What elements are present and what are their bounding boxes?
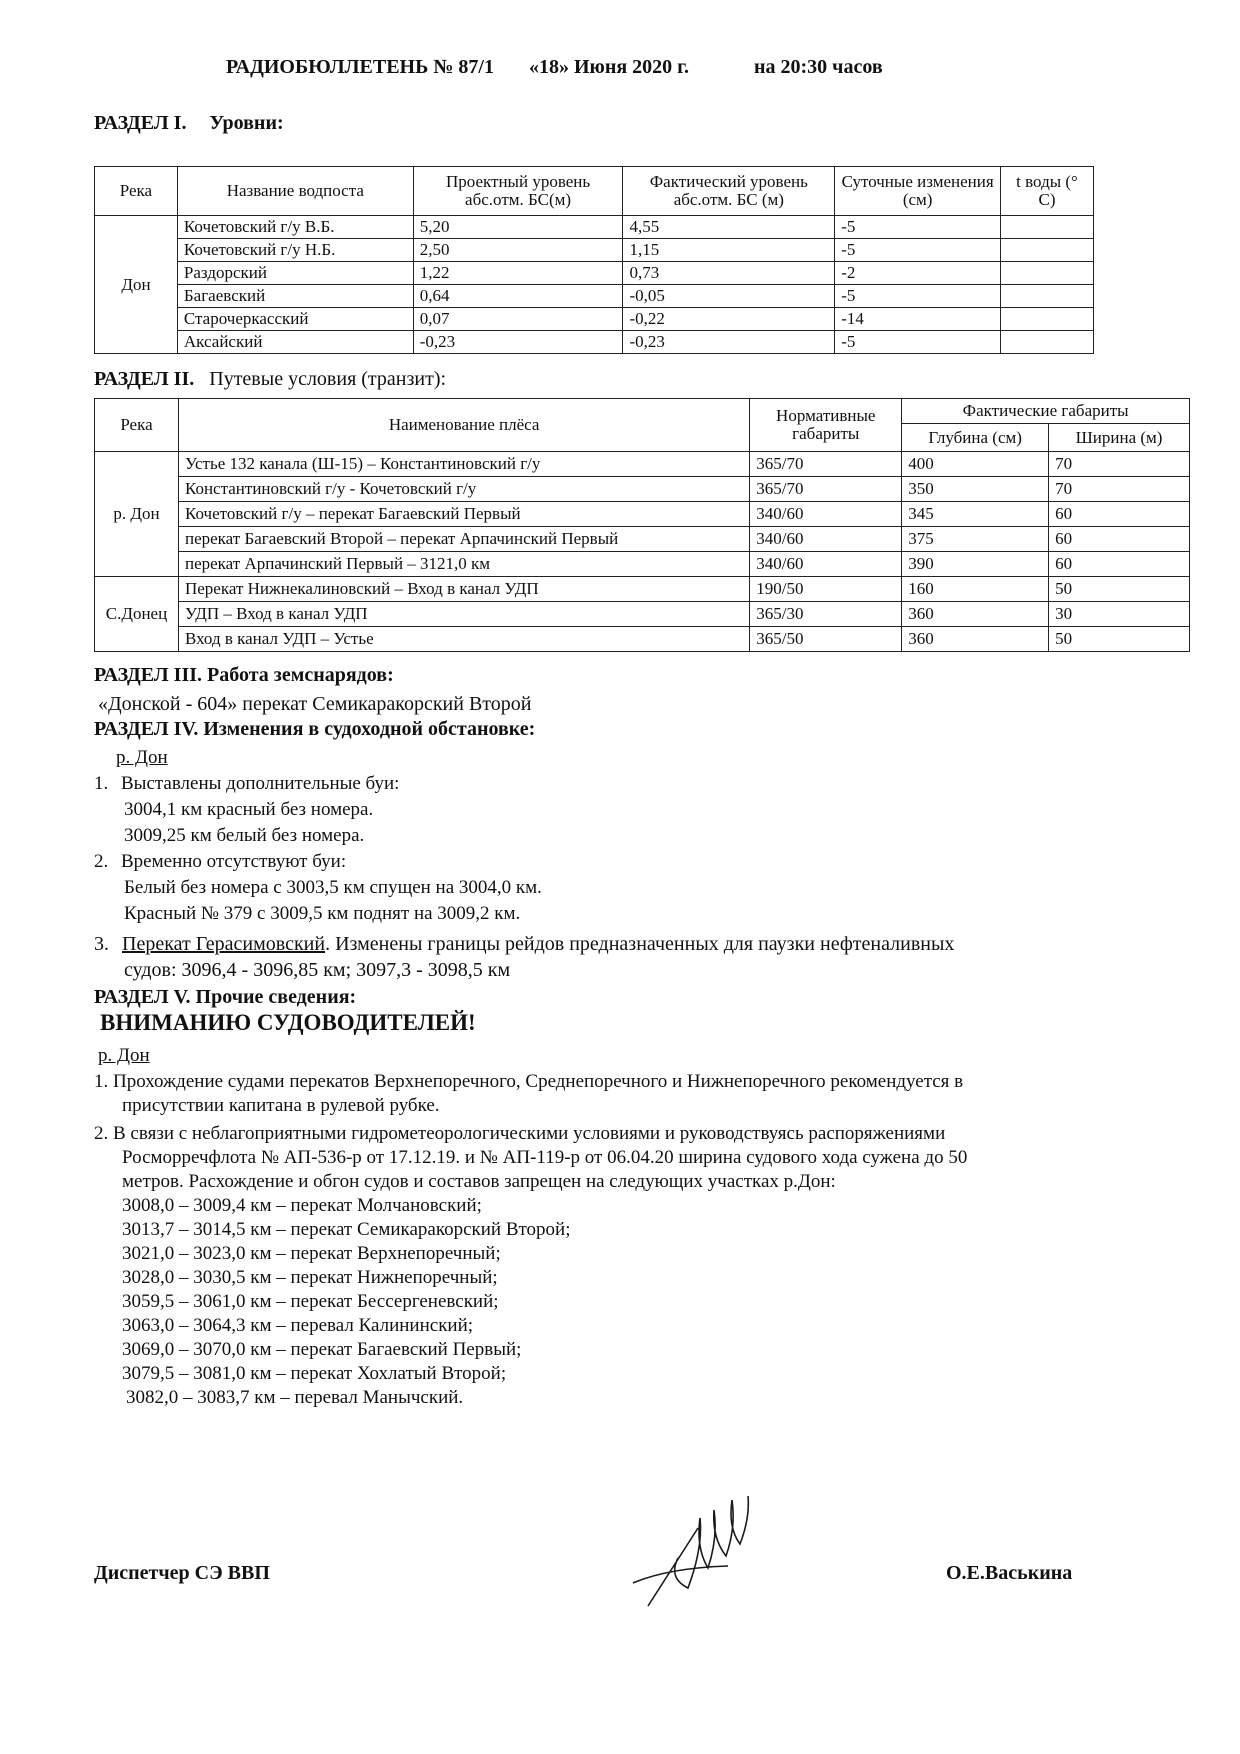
levels-col-post: Название водпоста: [177, 167, 413, 216]
section5-title: [94, 986, 356, 1009]
route-row: [95, 552, 1190, 577]
levels-cell: 4,55: [623, 216, 835, 239]
route-cell: 70: [1049, 477, 1190, 502]
levels-cell: -0,22: [623, 308, 835, 331]
route-row: [95, 477, 1190, 502]
levels-row: [95, 216, 1094, 239]
section2-title: РАЗДЕЛ II.: [94, 368, 195, 390]
levels-cell: -0,23: [413, 331, 623, 354]
route-cell: Перекат Нижнекалиновский – Вход в канал УДП: [178, 577, 749, 602]
levels-cell: Раздорский: [177, 262, 413, 285]
levels-cell: 1,22: [413, 262, 623, 285]
levels-cell: Багаевский: [177, 285, 413, 308]
route-cell: 50: [1049, 577, 1190, 602]
section2-subtitle: Путевые условия (транзит):: [209, 368, 447, 390]
route-cell: 70: [1049, 452, 1190, 477]
levels-col-change: Суточные изменения (см): [835, 167, 1001, 216]
restricted-section-item: 3008,0 – 3009,4 км – перекат Молчановский;: [122, 1195, 482, 1216]
levels-cell: [1001, 308, 1094, 331]
levels-row: [95, 285, 1094, 308]
route-cell: 60: [1049, 502, 1190, 527]
dispatcher-name: О.Е.Васькина: [946, 1562, 1073, 1584]
route-cell: 375: [902, 527, 1049, 552]
route-cell: Устье 132 канала (Ш-15) – Константиновский г/у: [178, 452, 749, 477]
levels-cell: [1001, 239, 1094, 262]
section5-title-text: РАЗДЕЛ V. Прочие сведения:: [94, 986, 357, 1008]
route-cell: перекат Арпачинский Первый – 3121,0 км: [178, 552, 749, 577]
section5-p2-line3: метров. Расхождение и обгон судов и составов запрещен на следующих участках р.Дон:: [122, 1171, 836, 1192]
section4-title: [94, 718, 535, 741]
levels-cell: [1001, 262, 1094, 285]
section4-item3: [94, 932, 954, 956]
route-cell: 340/60: [750, 502, 902, 527]
route-river-cell: С.Донец: [95, 577, 179, 652]
route-table: [94, 398, 1190, 652]
restricted-section-item: 3063,0 – 3064,3 км – перевал Калининский;: [122, 1315, 474, 1336]
restricted-section-item: 3069,0 – 3070,0 км – перекат Багаевский Первый;: [122, 1339, 522, 1360]
section4-item2-line2: Красный № 379 с 3009,5 км поднят на 3009,2 км.: [124, 903, 521, 924]
levels-cell: -2: [835, 262, 1001, 285]
route-header-row-1: [95, 399, 1190, 424]
route-row: [95, 627, 1190, 652]
route-body: [95, 452, 1190, 652]
section4-item2-head: Временно отсутствуют буи:: [121, 851, 347, 872]
route-col-fact: Фактические габариты: [902, 399, 1190, 424]
route-cell: 340/60: [750, 527, 902, 552]
levels-cell: -14: [835, 308, 1001, 331]
section5-p1-cont: присутствии капитана в рулевой рубке.: [122, 1095, 440, 1116]
restricted-section-item: 3082,0 – 3083,7 км – перевал Манычский.: [126, 1387, 464, 1408]
levels-col-river: Река: [95, 167, 178, 216]
section4-item3-place: Перекат Герасимовский: [122, 933, 326, 955]
route-cell: 365/70: [750, 477, 902, 502]
route-col-depth: Глубина (см): [902, 424, 1049, 452]
levels-col-fact: Фактический уровень абс.отм. БС (м): [623, 167, 835, 216]
route-cell: 30: [1049, 602, 1190, 627]
restricted-section-item: 3028,0 – 3030,5 км – перекат Нижнепоречный;: [122, 1267, 498, 1288]
levels-row: [95, 262, 1094, 285]
bulletin-date: «18» Июня 2020 г.: [528, 56, 689, 78]
restricted-section-item: 3059,5 – 3061,0 км – перекат Бессергеневский;: [122, 1291, 499, 1312]
route-cell: 60: [1049, 552, 1190, 577]
route-cell: 360: [902, 602, 1049, 627]
route-cell: 340/60: [750, 552, 902, 577]
route-cell: Вход в канал УДП – Устье: [178, 627, 749, 652]
route-cell: 60: [1049, 527, 1190, 552]
levels-cell: -5: [835, 331, 1001, 354]
section3-title-text: РАЗДЕЛ III. Работа земснарядов:: [94, 664, 394, 686]
bulletin-header: [226, 56, 883, 79]
route-cell: 390: [902, 552, 1049, 577]
route-col-name: Наименование плёса: [178, 399, 749, 452]
levels-cell: 2,50: [413, 239, 623, 262]
section4-item3-num: 3.: [94, 933, 109, 955]
levels-cell: 0,07: [413, 308, 623, 331]
section4-title-text: РАЗДЕЛ IV. Изменения в судоходной обстановке:: [94, 718, 536, 740]
section4-river: р. Дон: [116, 747, 168, 768]
section5-attention: [100, 1010, 476, 1036]
levels-table: [94, 166, 1094, 354]
levels-cell: -0,23: [623, 331, 835, 354]
bulletin-title: РАДИОБЮЛЛЕТЕНЬ № 87/1: [226, 56, 494, 78]
levels-body: [95, 216, 1094, 354]
section4-item1-line2: 3009,25 км белый без номера.: [124, 825, 365, 846]
route-cell: 365/50: [750, 627, 902, 652]
section4-item3-cont: судов: 3096,4 - 3096,85 км; 3097,3 - 3098,5 км: [124, 959, 511, 981]
levels-river-cell: Дон: [95, 216, 178, 354]
section1-title: РАЗДЕЛ I.: [94, 112, 187, 134]
route-cell: Константиновский г/у - Кочетовский г/у: [178, 477, 749, 502]
route-cell: 50: [1049, 627, 1190, 652]
levels-cell: Старочеркасский: [177, 308, 413, 331]
route-cell: УДП – Вход в канал УДП: [178, 602, 749, 627]
levels-cell: 0,64: [413, 285, 623, 308]
section5-p2-line2: Росморречфлота № АП-536-р от 17.12.19. и № АП-119-р от 06.04.20 ширина судового хода сужена до 50: [122, 1147, 968, 1168]
section3-title: [94, 664, 394, 687]
levels-row: [95, 239, 1094, 262]
section4-item1-head: Выставлены дополнительные буи:: [121, 773, 400, 794]
levels-cell: -0,05: [623, 285, 835, 308]
section5-attention-text: ВНИМАНИЮ СУДОВОДИТЕЛЕЙ!: [100, 1010, 476, 1035]
restricted-section-item: 3013,7 – 3014,5 км – перекат Семикаракорский Второй;: [122, 1219, 571, 1240]
levels-cell: -5: [835, 239, 1001, 262]
levels-cell: [1001, 285, 1094, 308]
route-cell: 400: [902, 452, 1049, 477]
route-row: [95, 502, 1190, 527]
section2-heading: [94, 368, 446, 391]
levels-cell: 1,15: [623, 239, 835, 262]
section4-item2: [94, 850, 346, 874]
route-row: [95, 452, 1190, 477]
levels-cell: Кочетовский г/у В.Б.: [177, 216, 413, 239]
route-row: [95, 602, 1190, 627]
route-cell: 365/30: [750, 602, 902, 627]
levels-cell: [1001, 331, 1094, 354]
route-col-norm: Нормативные габариты: [750, 399, 902, 452]
route-cell: перекат Багаевский Второй – перекат Арпачинский Первый: [178, 527, 749, 552]
section4-item3-text: . Изменены границы рейдов предназначенных для паузки нефтеналивных: [325, 933, 955, 955]
section4-item1-num: 1.: [94, 773, 109, 794]
levels-cell: 0,73: [623, 262, 835, 285]
route-cell: 350: [902, 477, 1049, 502]
section4-item2-line1: Белый без номера с 3003,5 км спущен на 3004,0 км.: [124, 877, 542, 898]
route-cell: 360: [902, 627, 1049, 652]
levels-cell: Аксайский: [177, 331, 413, 354]
section4-item1: [94, 772, 399, 796]
section4-item1-line1: 3004,1 км красный без номера.: [124, 799, 374, 820]
route-cell: 160: [902, 577, 1049, 602]
levels-cell: [1001, 216, 1094, 239]
section1-subtitle: Уровни:: [209, 112, 284, 134]
levels-header-row: [95, 167, 1094, 216]
dispatcher-position: Диспетчер СЭ ВВП: [94, 1562, 270, 1584]
route-river-cell: р. Дон: [95, 452, 179, 577]
section5-p2-line1: 2. В связи с неблагоприятными гидрометеорологическими условиями и руководствуясь распоряжениями: [94, 1123, 946, 1144]
restricted-section-item: 3079,5 – 3081,0 км – перекат Хохлатый Второй;: [122, 1363, 507, 1384]
levels-row: [95, 308, 1094, 331]
section5-river: р. Дон: [98, 1045, 150, 1066]
levels-row: [95, 331, 1094, 354]
levels-cell: Кочетовский г/у Н.Б.: [177, 239, 413, 262]
levels-cell: -5: [835, 285, 1001, 308]
levels-cell: 5,20: [413, 216, 623, 239]
levels-col-temp: t воды (° С): [1001, 167, 1094, 216]
signature-image: [628, 1488, 768, 1608]
route-cell: 190/50: [750, 577, 902, 602]
section1-heading: [94, 112, 284, 135]
route-cell: 345: [902, 502, 1049, 527]
section3-text: «Донской - 604» перекат Семикаракорский Второй: [98, 693, 532, 715]
levels-cell: -5: [835, 216, 1001, 239]
route-cell: 365/70: [750, 452, 902, 477]
route-cell: Кочетовский г/у – перекат Багаевский Первый: [178, 502, 749, 527]
section5-p1: 1. Прохождение судами перекатов Верхнепоречного, Среднепоречного и Нижнепоречного рекомендуется в: [94, 1071, 964, 1092]
bulletin-time: на 20:30 часов: [754, 56, 883, 78]
route-row: [95, 527, 1190, 552]
route-row: [95, 577, 1190, 602]
levels-col-project: Проектный уровень абс.отм. БС(м): [413, 167, 623, 216]
restricted-section-item: 3021,0 – 3023,0 км – перекат Верхнепоречный;: [122, 1243, 501, 1264]
signature-svg: [628, 1488, 768, 1608]
route-col-river: Река: [95, 399, 179, 452]
section4-item2-num: 2.: [94, 851, 109, 872]
route-col-width: Ширина (м): [1049, 424, 1190, 452]
